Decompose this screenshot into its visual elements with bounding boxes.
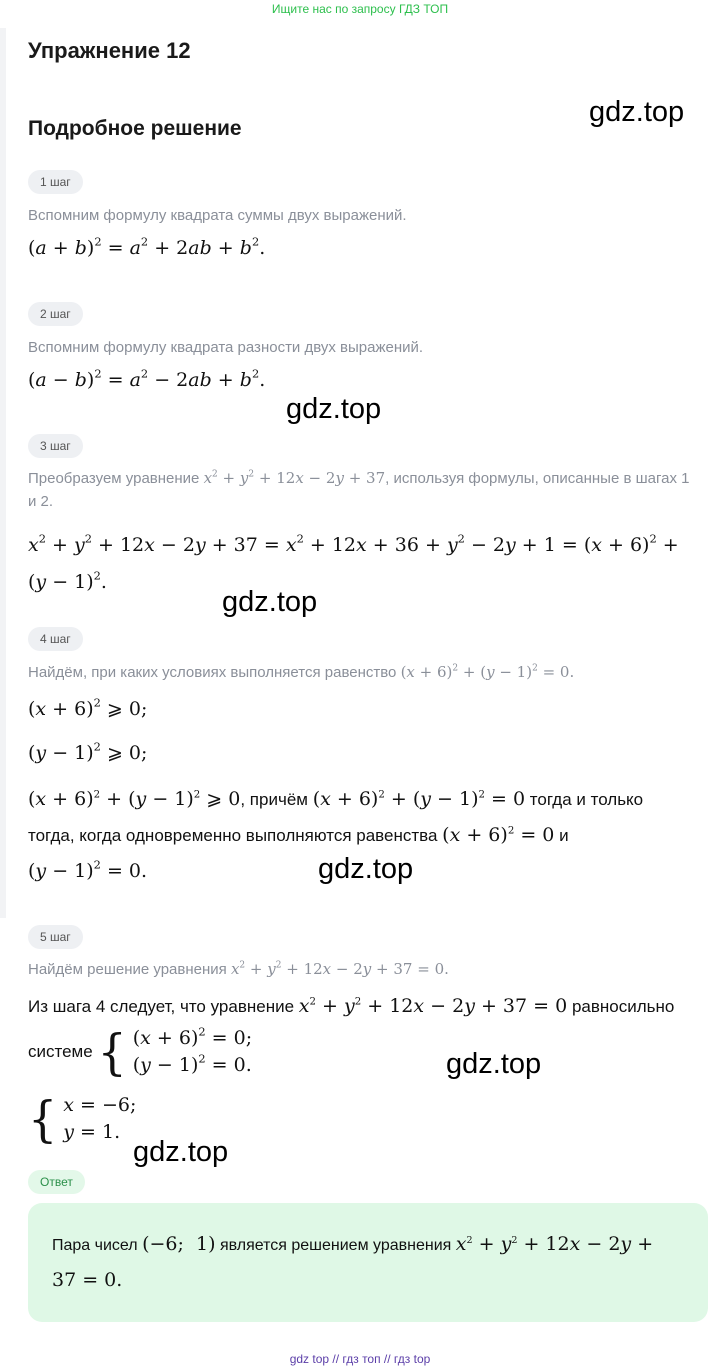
step-hint: Вспомним формулу квадрата разности двух выражений.: [28, 339, 424, 356]
equation-system: { $(x + 6)^2 = 0$; $(y - 1)^2 = 0$.: [97, 1023, 253, 1081]
watermark: gdz.top: [318, 853, 414, 885]
step-badge: 3 шаг: [28, 434, 83, 458]
formula: $(a - b)^2 = a^2 - 2ab + b^2$.: [28, 366, 266, 391]
answer-box: [28, 1203, 708, 1322]
hint-text: Преобразуем уравнение: [28, 470, 200, 487]
top-link[interactable]: Ищите нас по запросу ГДЗ ТОП: [271, 2, 449, 16]
formula: $(a + b)^2 = a^2 + 2ab + b^2$.: [28, 234, 266, 259]
step-hint: Преобразуем уравнение $x^2 + y^2 + 12x - 2y + 37$, используя формулы, описанные в шагах 1 и 2.: [28, 469, 690, 510]
step-hint: Вспомним формулу квадрата суммы двух выражений.: [28, 207, 407, 224]
step-text: тогда, когда одновременно выполняются равенства $(x + 6)^2 = 0$ и: [28, 824, 569, 846]
formula: $(x + 6)^2$ ⩾ 0;: [28, 695, 148, 720]
footer-links[interactable]: gdz top // гдз топ // гдз top: [289, 1352, 431, 1366]
step-text: Из шага 4 следует, что уравнение $x^2 + y^2 + 12x - 2y + 37 = 0$ равносильно: [28, 995, 675, 1017]
text-fragment: системе: [28, 1042, 93, 1061]
step-text: [28, 1025, 252, 1079]
equation-system: { x = −6; y = 1.: [28, 1090, 137, 1148]
step-text: $(x + 6)^2 + (y - 1)^2$ ⩾ 0, причём $(x + 6)^2 + (y - 1)^2 = 0$ тогда и только: [28, 788, 644, 810]
answer-badge: Ответ: [28, 1170, 85, 1194]
step-badge: 2 шаг: [28, 302, 83, 326]
watermark: gdz.top: [446, 1048, 542, 1080]
text-fragment: тогда и только: [529, 790, 644, 809]
hint-text: , используя формулы, описанные в шагах 1 и 2.: [28, 470, 690, 510]
hint-text: Найдём, при каких условиях выполняется равенство: [28, 664, 397, 681]
hint-text: Найдём решение уравнения: [28, 961, 227, 978]
text-fragment: Из шага 4 следует, что уравнение: [28, 997, 295, 1016]
step-hint: Найдём, при каких условиях выполняется равенство $(x + 6)^2 + (y - 1)^2 = 0$.: [28, 663, 575, 681]
text-fragment: и: [559, 826, 569, 845]
answer-text: Пара чисел (−6; 1) является решением уравнения $x^2 + y^2 + 12x - 2y + 37 = 0$.: [52, 1233, 654, 1291]
watermark: gdz.top: [286, 393, 382, 425]
text-fragment: , причём: [240, 790, 308, 809]
step-badge: 5 шаг: [28, 925, 83, 949]
text-fragment: Пара чисел: [52, 1237, 138, 1254]
formula: $(y - 1)^2$ ⩾ 0;: [28, 739, 148, 764]
text-fragment: равносильно: [571, 997, 675, 1016]
text-fragment: тогда, когда одновременно выполняются равенства: [28, 826, 438, 845]
text-fragment: является решением уравнения: [219, 1237, 452, 1254]
page-title: Упражнение 12: [28, 38, 191, 63]
formula: $(y - 1)^2 = 0$.: [28, 857, 148, 882]
step-badge: 1 шаг: [28, 170, 83, 194]
section-title: Подробное решение: [28, 117, 242, 140]
watermark: gdz.top: [222, 586, 318, 618]
watermark: gdz.top: [589, 96, 685, 128]
step-hint: Найдём решение уравнения $x^2 + y^2 + 12x - 2y + 37 = 0$.: [28, 960, 449, 978]
watermark: gdz.top: [133, 1136, 229, 1168]
step-badge: 4 шаг: [28, 627, 83, 651]
left-bar: [0, 28, 6, 918]
formula: $x^2 + y^2 + 12x - 2y + 37 = x^2 + 12x + 36 + y^2 - 2y + 1 = (x + 6)^2 + (y - 1)^2$.: [28, 531, 679, 593]
